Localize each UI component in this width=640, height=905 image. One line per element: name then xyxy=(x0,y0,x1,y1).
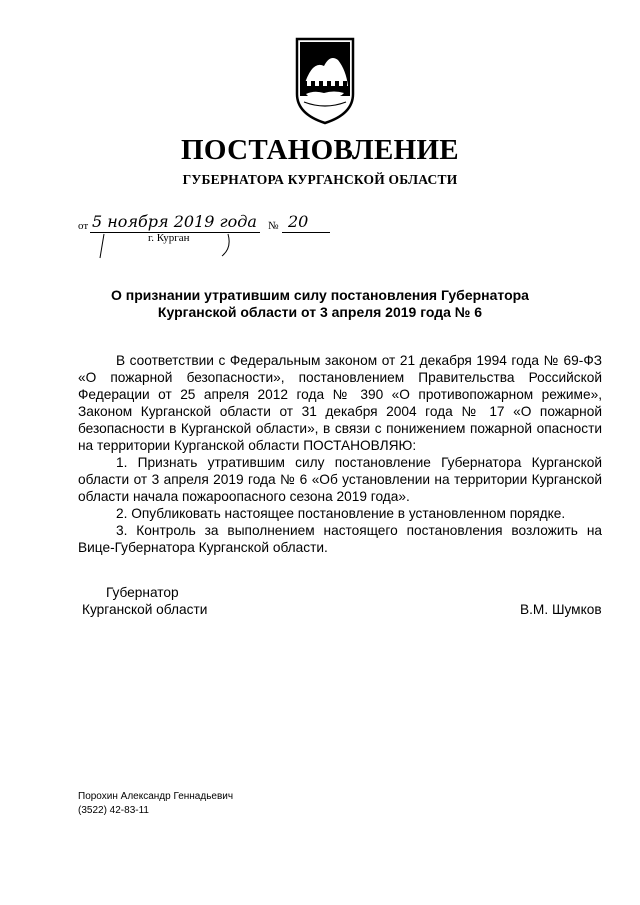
document-body xyxy=(78,352,602,556)
position-line-2: Курганской области xyxy=(82,602,208,617)
paragraph-2: 2. Опубликовать настоящее постановление в установленном порядке. xyxy=(116,506,566,521)
date-prefix: от xyxy=(78,220,89,232)
signatory-position xyxy=(82,584,207,618)
contact-phone: (3522) 42-83-11 xyxy=(78,805,149,816)
contact-block xyxy=(78,790,233,818)
city-label: г. Курган xyxy=(148,232,190,244)
coat-of-arms-icon xyxy=(294,36,356,126)
document-heading: О признании утратившим силу постановления Губернатора Курганской области от 3 апреля 2019 года № 6 xyxy=(111,287,529,320)
number-prefix: № xyxy=(268,220,279,232)
signatory-name: В.М. Шумков xyxy=(520,602,602,617)
paragraph-3: 3. Контроль за выполнением настоящего постановления возложить на Вице-Губернатора Курганской области. xyxy=(78,523,602,555)
number-underline xyxy=(282,232,330,233)
contact-name: Порохин Александр Геннадьевич xyxy=(78,791,234,802)
document-subtitle: ГУБЕРНАТОРА КУРГАНСКОЙ ОБЛАСТИ xyxy=(182,172,458,187)
position-line-1: Губернатор xyxy=(106,585,179,600)
handwritten-date: 5 ноября 2019 года xyxy=(92,212,257,231)
handwriting-strokes xyxy=(98,232,238,262)
document-title: ПОСТАНОВЛЕНИЕ xyxy=(181,134,459,166)
paragraph-preamble: В соответствии с Федеральным законом от 21 декабря 1994 года № 69-ФЗ «О пожарной безопасности», постановлением Правительства Российской Федерации от 25 апреля 2012 года № 390 «О противопожарном режиме», Законом Курганской области от 31 декабря 2004 года № 17 «О пожарной безопасности в Курганской области», в связи с понижением пожарной опасности на территории Курганской области ПОСТАНОВЛЯЮ: xyxy=(78,353,602,453)
handwritten-number: 20 xyxy=(288,212,309,231)
paragraph-1: 1. Признать утратившим силу постановление Губернатора Курганской области от 3 апреля 2019 года № 6 «Об установлении на территории Курганской области начала пожароопасного сезона 2019 года». xyxy=(78,455,602,504)
